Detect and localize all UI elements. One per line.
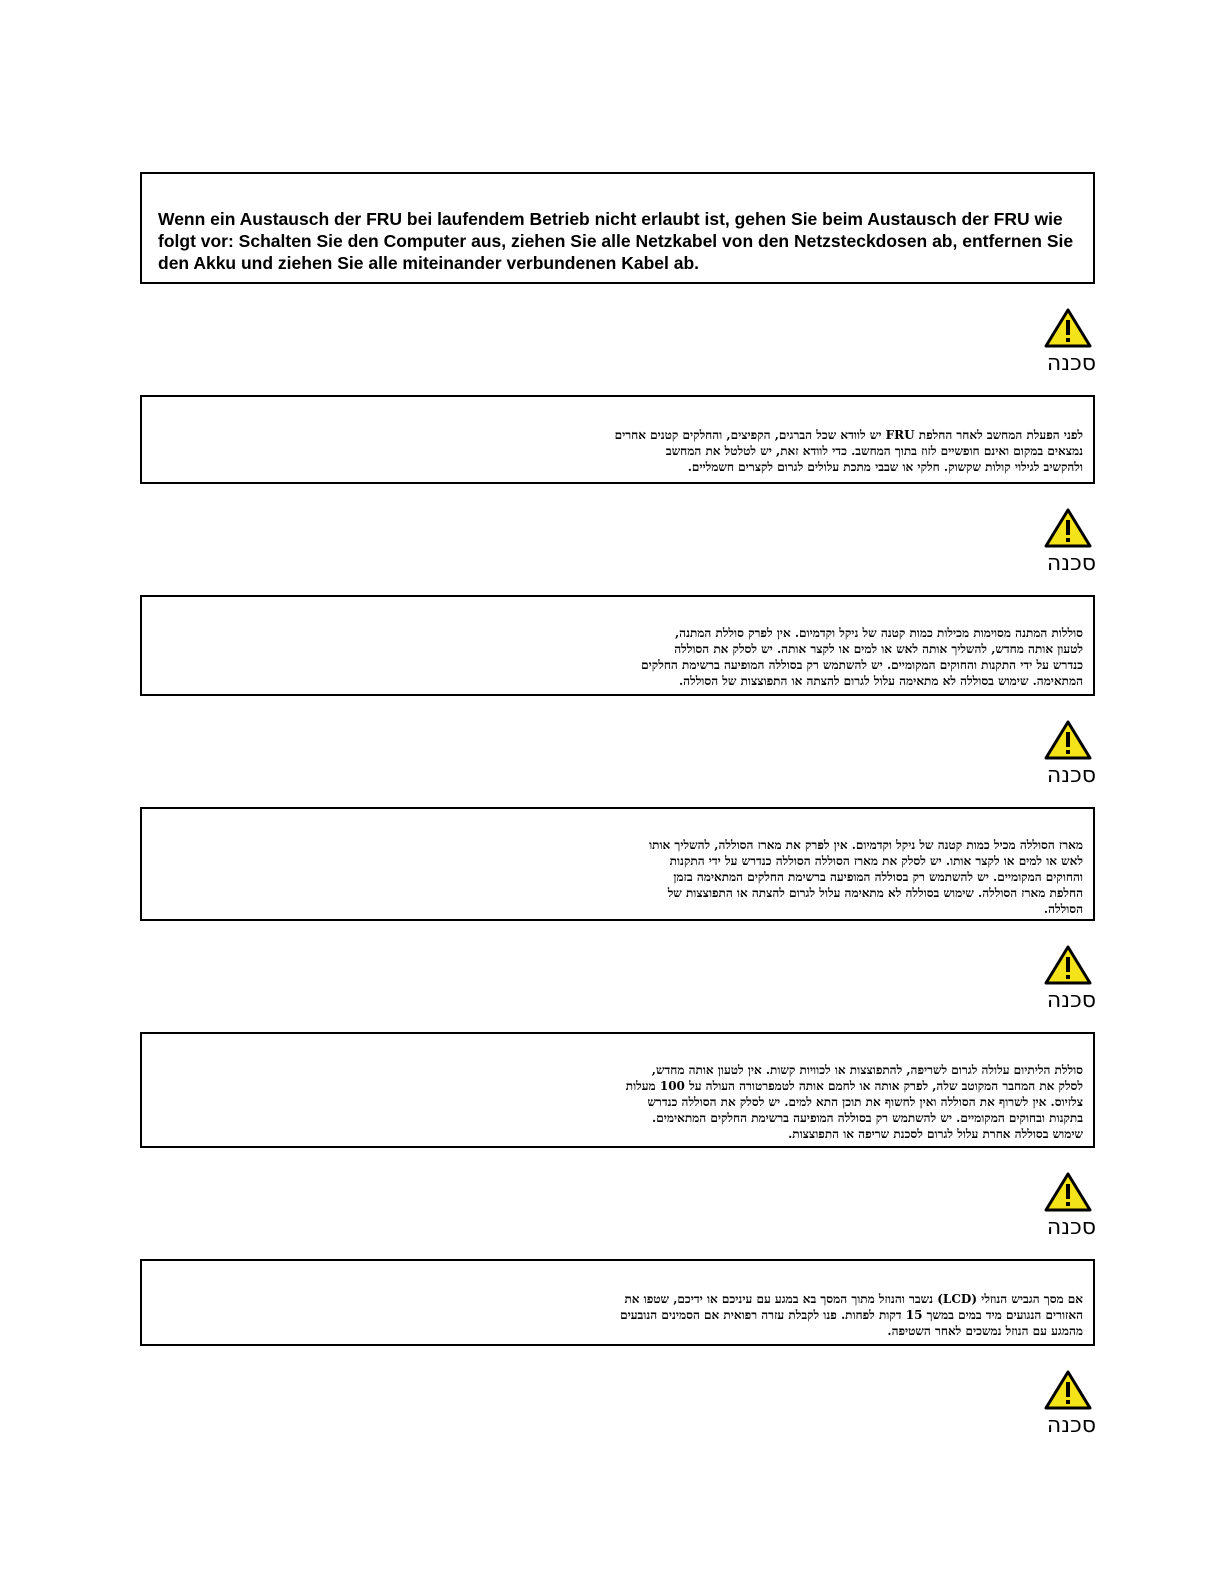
warning-text: אם מסך הגביש הנוזלי (LCD) נשבר והנוזל מתוך המסך בא במגע עם עיניכם או ידיכם, שטפו את האזורים הנגועים מיד במים במשך 15 דקות לפחות. פנו לקבלת עזרה רפואית אם הסמינים הנובעים מהמגע עם הנוזל נמשכים לאחר השטיפה.: [620, 1292, 1083, 1338]
danger-marker: [1040, 720, 1096, 788]
danger-label: סכנה: [1046, 351, 1096, 376]
warning-triangle-icon: [1044, 945, 1092, 985]
notice-box-de: [140, 172, 1095, 284]
warning-box: [140, 807, 1095, 921]
warning-triangle-icon: [1044, 1172, 1092, 1212]
danger-marker: [1040, 508, 1096, 576]
danger-label: סכנה: [1046, 1215, 1096, 1240]
warning-text: סוללת הליתיום עלולה לגרום לשריפה, להתפוצצות או לכוויות קשות. אין לטעון אותה מחדש, לסלק את המחבר המקוטב שלה, לפרק אותה או לחמם אותה לטמפרטורה העולה על 100 מעלות צלזיוס. אין לשרוף את הסוללה ואין לחשוף את תוכן התא למים. יש לסלק את הסוללה כנדרש בתקנות ובחוקים המקומיים. יש להשתמש רק בסוללה המופיעה ברשימת החלקים המתאימים. שימוש בסוללה אחרת עלול לגרום לסכנת שריפה או התפוצצות.: [625, 1063, 1083, 1141]
warning-text: סוללות המתנה מסוימות מכילות כמות קטנה של ניקל וקדמיום. אין לפרק סוללת המתנה, לטעון אותה מחדש, להשליך אותה לאש או למים או לקצר אותה. יש לסלק את הסוללה כנדרש על ידי התקנות והחוקים המקומיים. יש להשתמש רק בסוללה המופיעה ברשימת החלקים המתאימה. שימוש בסוללה לא מתאימה עלול לגרום להצתה או התפוצצות של הסוללה.: [641, 626, 1083, 688]
warning-box: [140, 395, 1095, 484]
warning-text: מארז הסוללה מכיל כמות קטנה של ניקל וקדמיום. אין לפרק את מארז הסוללה, להשליך אותו לאש או למים או לקצר אותו. יש לסלק את מארז הסוללה הסוללה כנדרש על ידי התקנות והחוקים המקומיים. יש להשתמש רק בסוללה המופיעה ברשימת החלקים המתאימה בזמן החלפת מארז הסוללה. שימוש בסוללה לא מתאימה עלול לגרום להצתה או התפוצצות של הסוללה.: [649, 838, 1083, 916]
notice-text-de: Wenn ein Austausch der FRU bei laufendem Betrieb nicht erlaubt ist, gehen Sie beim Austausch der FRU wie folgt vor: Schalten Sie den Computer aus, ziehen Sie alle Netzkabel von den Netzsteckdosen ab, entfernen Sie den Akku und ziehen Sie alle miteinander verbundenen Kabel ab.: [158, 209, 1074, 273]
warning-triangle-icon: [1044, 508, 1092, 548]
danger-label: סכנה: [1046, 1413, 1096, 1438]
warning-text: לפני הפעלת המחשב לאחר החלפת FRU יש לוודא שכל הברגים, הקפיצים, והחלקים קטנים אחרים נמצאים במקום ואינם חופשיים לזוז בתוך המחשב. כדי לוודא זאת, יש לטלטל את המחשב ולהקשיב לגילוי קולות שקשוק. חלקי או שבבי מתכת עלולים לגרום לקצרים חשמליים.: [614, 428, 1083, 474]
warning-box: [140, 1259, 1095, 1346]
danger-marker: [1040, 1172, 1096, 1240]
warning-box: [140, 1032, 1095, 1148]
warning-triangle-icon: [1044, 720, 1092, 760]
danger-marker: [1040, 945, 1096, 1013]
danger-marker: [1040, 308, 1096, 376]
warning-box: [140, 595, 1095, 696]
warning-triangle-icon: [1044, 1370, 1092, 1410]
danger-label: סכנה: [1046, 988, 1096, 1013]
danger-label: סכנה: [1046, 551, 1096, 576]
danger-marker: [1040, 1370, 1096, 1438]
danger-label: סכנה: [1046, 763, 1096, 788]
warning-triangle-icon: [1044, 308, 1092, 348]
